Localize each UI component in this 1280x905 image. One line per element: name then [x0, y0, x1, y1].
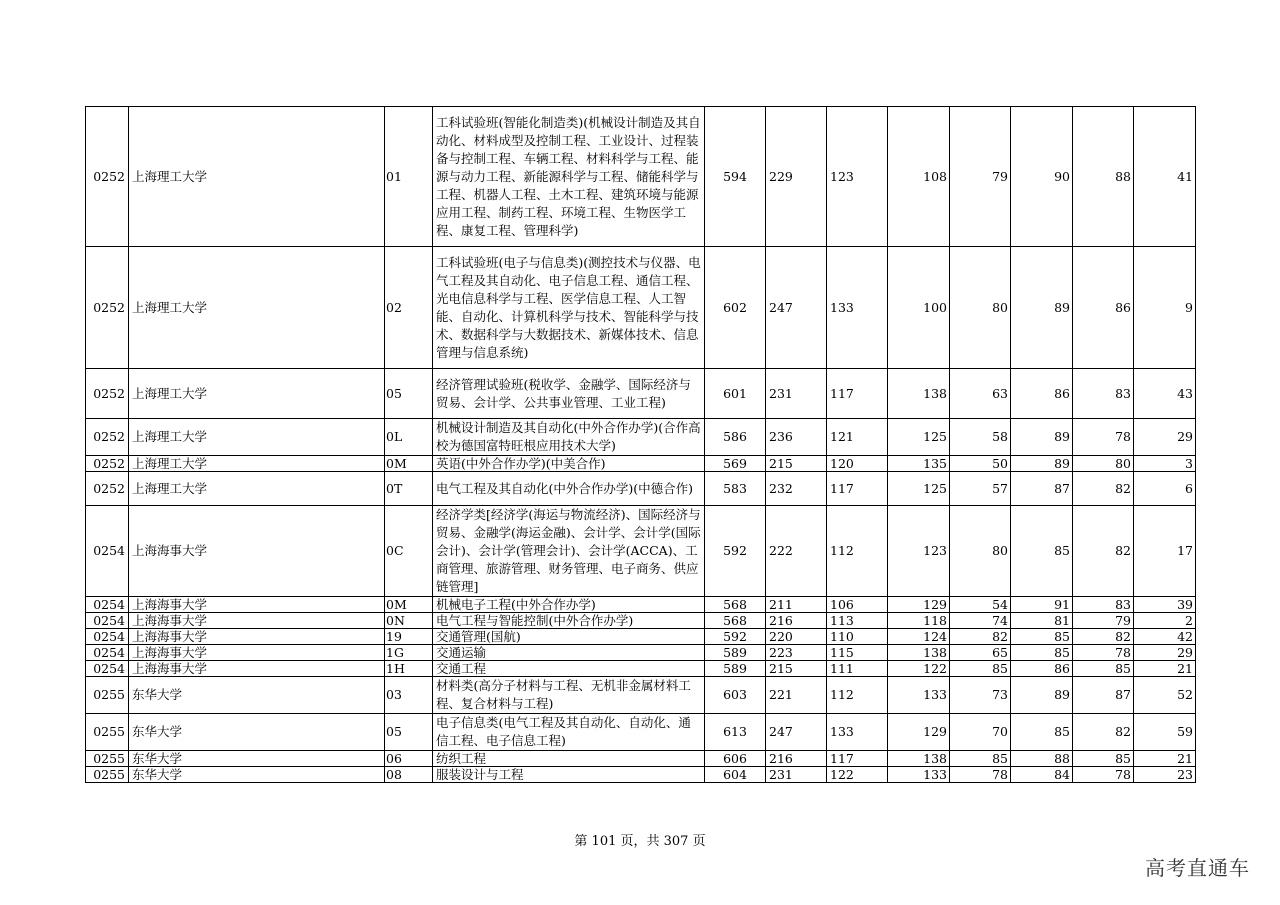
score-4: 54: [950, 597, 1011, 613]
total-score: 603: [705, 677, 766, 714]
school-name: 上海理工大学: [129, 247, 385, 369]
major-description: 电气工程与智能控制(中外合作办学): [433, 613, 705, 629]
score-4: 80: [950, 506, 1011, 597]
score-5: 88: [1011, 751, 1073, 767]
total-score: 568: [705, 597, 766, 613]
score-7: 21: [1134, 661, 1196, 677]
score-2: 121: [827, 419, 888, 456]
score-1: 220: [766, 629, 827, 645]
score-7: 29: [1134, 645, 1196, 661]
score-5: 85: [1011, 506, 1073, 597]
score-4: 74: [950, 613, 1011, 629]
score-3: 129: [888, 714, 950, 751]
score-5: 86: [1011, 661, 1073, 677]
score-4: 85: [950, 751, 1011, 767]
score-3: 122: [888, 661, 950, 677]
table-row: [86, 456, 1196, 472]
major-description: 机械设计制造及其自动化(中外合作办学)(合作高校为德国富特旺根应用技术大学): [433, 419, 705, 456]
table-row: [86, 107, 1196, 247]
score-5: 85: [1011, 645, 1073, 661]
score-1: 231: [766, 767, 827, 783]
school-code: 0255: [86, 767, 129, 783]
score-4: 70: [950, 714, 1011, 751]
school-code: 0254: [86, 597, 129, 613]
score-4: 73: [950, 677, 1011, 714]
total-score: 569: [705, 456, 766, 472]
table-row: [86, 629, 1196, 645]
score-7: 42: [1134, 629, 1196, 645]
major-description: 工科试验班(智能化制造类)(机械设计制造及其自动化、材料成型及控制工程、工业设计、过程装备与控制工程、车辆工程、材料科学与工程、能源与动力工程、新能源科学与工程、储能科学与工程、机器人工程、土木工程、建筑环境与能源应用工程、制药工程、环境工程、生物医学工程、康复工程、管理科学): [433, 107, 705, 247]
score-3: 108: [888, 107, 950, 247]
score-7: 9: [1134, 247, 1196, 369]
score-5: 89: [1011, 247, 1073, 369]
group-code: 0T: [385, 472, 433, 506]
score-5: 89: [1011, 419, 1073, 456]
school-name: 上海海事大学: [129, 629, 385, 645]
score-2: 123: [827, 107, 888, 247]
table-row: [86, 472, 1196, 506]
score-7: 39: [1134, 597, 1196, 613]
score-3: 125: [888, 419, 950, 456]
group-code: 05: [385, 714, 433, 751]
score-3: 133: [888, 677, 950, 714]
group-code: 03: [385, 677, 433, 714]
score-5: 91: [1011, 597, 1073, 613]
school-code: 0252: [86, 107, 129, 247]
table-row: [86, 419, 1196, 456]
total-score: 613: [705, 714, 766, 751]
score-6: 82: [1073, 714, 1134, 751]
score-4: 80: [950, 247, 1011, 369]
score-3: 138: [888, 645, 950, 661]
score-6: 78: [1073, 419, 1134, 456]
score-2: 133: [827, 247, 888, 369]
score-2: 106: [827, 597, 888, 613]
major-description: 英语(中外合作办学)(中美合作): [433, 456, 705, 472]
score-4: 63: [950, 369, 1011, 419]
score-2: 120: [827, 456, 888, 472]
score-3: 124: [888, 629, 950, 645]
score-2: 113: [827, 613, 888, 629]
admission-score-table: [85, 106, 1196, 783]
school-code: 0252: [86, 456, 129, 472]
school-name: 上海海事大学: [129, 661, 385, 677]
total-score: 583: [705, 472, 766, 506]
score-7: 23: [1134, 767, 1196, 783]
table-row: [86, 767, 1196, 783]
score-2: 117: [827, 472, 888, 506]
score-1: 221: [766, 677, 827, 714]
total-score: 601: [705, 369, 766, 419]
score-6: 78: [1073, 645, 1134, 661]
school-name: 上海海事大学: [129, 506, 385, 597]
score-1: 229: [766, 107, 827, 247]
major-description: 工科试验班(电子与信息类)(测控技术与仪器、电气工程及其自动化、电子信息工程、通信工程、光电信息科学与工程、医学信息工程、人工智能、自动化、计算机科学与技术、智能科学与技术、数据科学与大数据技术、新媒体技术、信息管理与信息系统): [433, 247, 705, 369]
score-4: 85: [950, 661, 1011, 677]
score-5: 84: [1011, 767, 1073, 783]
school-code: 0255: [86, 677, 129, 714]
score-3: 118: [888, 613, 950, 629]
group-code: 0C: [385, 506, 433, 597]
school-code: 0252: [86, 369, 129, 419]
group-code: 1G: [385, 645, 433, 661]
school-code: 0252: [86, 472, 129, 506]
score-3: 135: [888, 456, 950, 472]
score-1: 216: [766, 613, 827, 629]
score-2: 111: [827, 661, 888, 677]
group-code: 1H: [385, 661, 433, 677]
school-code: 0254: [86, 629, 129, 645]
major-description: 电子信息类(电气工程及其自动化、自动化、通信工程、电子信息工程): [433, 714, 705, 751]
score-6: 85: [1073, 661, 1134, 677]
score-2: 112: [827, 506, 888, 597]
total-score: 592: [705, 506, 766, 597]
score-7: 29: [1134, 419, 1196, 456]
major-description: 交通管理(国航): [433, 629, 705, 645]
score-1: 215: [766, 661, 827, 677]
school-code: 0254: [86, 645, 129, 661]
score-6: 80: [1073, 456, 1134, 472]
group-code: 02: [385, 247, 433, 369]
table-row: [86, 613, 1196, 629]
school-name: 上海海事大学: [129, 645, 385, 661]
score-3: 133: [888, 767, 950, 783]
score-1: 247: [766, 714, 827, 751]
table-row: [86, 714, 1196, 751]
score-5: 89: [1011, 677, 1073, 714]
group-code: 0M: [385, 597, 433, 613]
score-7: 41: [1134, 107, 1196, 247]
score-1: 236: [766, 419, 827, 456]
score-4: 65: [950, 645, 1011, 661]
total-score: 594: [705, 107, 766, 247]
score-1: 231: [766, 369, 827, 419]
score-4: 50: [950, 456, 1011, 472]
school-code: 0255: [86, 714, 129, 751]
major-description: 服装设计与工程: [433, 767, 705, 783]
table-row: [86, 247, 1196, 369]
table-row: [86, 506, 1196, 597]
major-description: 电气工程及其自动化(中外合作办学)(中德合作): [433, 472, 705, 506]
score-5: 89: [1011, 456, 1073, 472]
score-2: 122: [827, 767, 888, 783]
score-1: 247: [766, 247, 827, 369]
score-6: 82: [1073, 506, 1134, 597]
score-6: 82: [1073, 472, 1134, 506]
school-code: 0252: [86, 419, 129, 456]
table-row: [86, 597, 1196, 613]
score-3: 138: [888, 369, 950, 419]
score-5: 81: [1011, 613, 1073, 629]
score-5: 86: [1011, 369, 1073, 419]
score-2: 112: [827, 677, 888, 714]
group-code: 0N: [385, 613, 433, 629]
total-score: 586: [705, 419, 766, 456]
score-6: 88: [1073, 107, 1134, 247]
score-6: 78: [1073, 767, 1134, 783]
group-code: 05: [385, 369, 433, 419]
major-description: 纺织工程: [433, 751, 705, 767]
score-1: 215: [766, 456, 827, 472]
table-row: [86, 661, 1196, 677]
school-code: 0254: [86, 661, 129, 677]
total-score: 602: [705, 247, 766, 369]
page-number: 第 101 页，共 307 页: [574, 834, 706, 849]
score-5: 85: [1011, 714, 1073, 751]
score-5: 87: [1011, 472, 1073, 506]
score-7: 17: [1134, 506, 1196, 597]
score-7: 2: [1134, 613, 1196, 629]
score-1: 222: [766, 506, 827, 597]
score-3: 138: [888, 751, 950, 767]
total-score: 606: [705, 751, 766, 767]
table-row: [86, 677, 1196, 714]
total-score: 589: [705, 645, 766, 661]
total-score: 589: [705, 661, 766, 677]
score-3: 100: [888, 247, 950, 369]
score-3: 125: [888, 472, 950, 506]
school-name: 上海理工大学: [129, 419, 385, 456]
major-description: 经济管理试验班(税收学、金融学、国际经济与贸易、会计学、公共事业管理、工业工程): [433, 369, 705, 419]
school-code: 0254: [86, 613, 129, 629]
major-description: 材料类(高分子材料与工程、无机非金属材料工程、复合材料与工程): [433, 677, 705, 714]
school-name: 上海理工大学: [129, 456, 385, 472]
score-1: 232: [766, 472, 827, 506]
major-description: 交通工程: [433, 661, 705, 677]
table-row: [86, 751, 1196, 767]
score-6: 83: [1073, 597, 1134, 613]
score-3: 123: [888, 506, 950, 597]
school-code: 0255: [86, 751, 129, 767]
score-1: 223: [766, 645, 827, 661]
school-name: 上海海事大学: [129, 597, 385, 613]
score-2: 110: [827, 629, 888, 645]
total-score: 604: [705, 767, 766, 783]
score-5: 85: [1011, 629, 1073, 645]
score-6: 87: [1073, 677, 1134, 714]
score-7: 59: [1134, 714, 1196, 751]
group-code: 19: [385, 629, 433, 645]
major-description: 机械电子工程(中外合作办学): [433, 597, 705, 613]
score-7: 21: [1134, 751, 1196, 767]
score-4: 78: [950, 767, 1011, 783]
table-row: [86, 369, 1196, 419]
group-code: 0M: [385, 456, 433, 472]
score-7: 3: [1134, 456, 1196, 472]
total-score: 568: [705, 613, 766, 629]
group-code: 0L: [385, 419, 433, 456]
school-name: 东华大学: [129, 714, 385, 751]
school-name: 东华大学: [129, 677, 385, 714]
school-code: 0254: [86, 506, 129, 597]
score-1: 211: [766, 597, 827, 613]
score-7: 43: [1134, 369, 1196, 419]
score-4: 57: [950, 472, 1011, 506]
major-description: 经济学类[经济学(海运与物流经济)、国际经济与贸易、金融学(海运金融)、会计学、会计学(国际会计)、会计学(管理会计)、会计学(ACCA)、工商管理、旅游管理、财务管理、电子商务、供应链管理]: [433, 506, 705, 597]
score-6: 82: [1073, 629, 1134, 645]
score-4: 82: [950, 629, 1011, 645]
score-2: 117: [827, 751, 888, 767]
group-code: 01: [385, 107, 433, 247]
school-name: 上海海事大学: [129, 613, 385, 629]
major-description: 交通运输: [433, 645, 705, 661]
score-2: 115: [827, 645, 888, 661]
score-6: 79: [1073, 613, 1134, 629]
score-3: 129: [888, 597, 950, 613]
score-7: 6: [1134, 472, 1196, 506]
school-name: 东华大学: [129, 767, 385, 783]
school-code: 0252: [86, 247, 129, 369]
score-6: 86: [1073, 247, 1134, 369]
score-1: 216: [766, 751, 827, 767]
total-score: 592: [705, 629, 766, 645]
group-code: 08: [385, 767, 433, 783]
table-row: [86, 645, 1196, 661]
school-name: 东华大学: [129, 751, 385, 767]
school-name: 上海理工大学: [129, 369, 385, 419]
score-6: 83: [1073, 369, 1134, 419]
score-2: 133: [827, 714, 888, 751]
group-code: 06: [385, 751, 433, 767]
score-5: 90: [1011, 107, 1073, 247]
score-7: 52: [1134, 677, 1196, 714]
watermark-logo: 高考直通车: [1145, 856, 1250, 880]
score-4: 58: [950, 419, 1011, 456]
school-name: 上海理工大学: [129, 472, 385, 506]
score-6: 85: [1073, 751, 1134, 767]
score-2: 117: [827, 369, 888, 419]
score-4: 79: [950, 107, 1011, 247]
school-name: 上海理工大学: [129, 107, 385, 247]
